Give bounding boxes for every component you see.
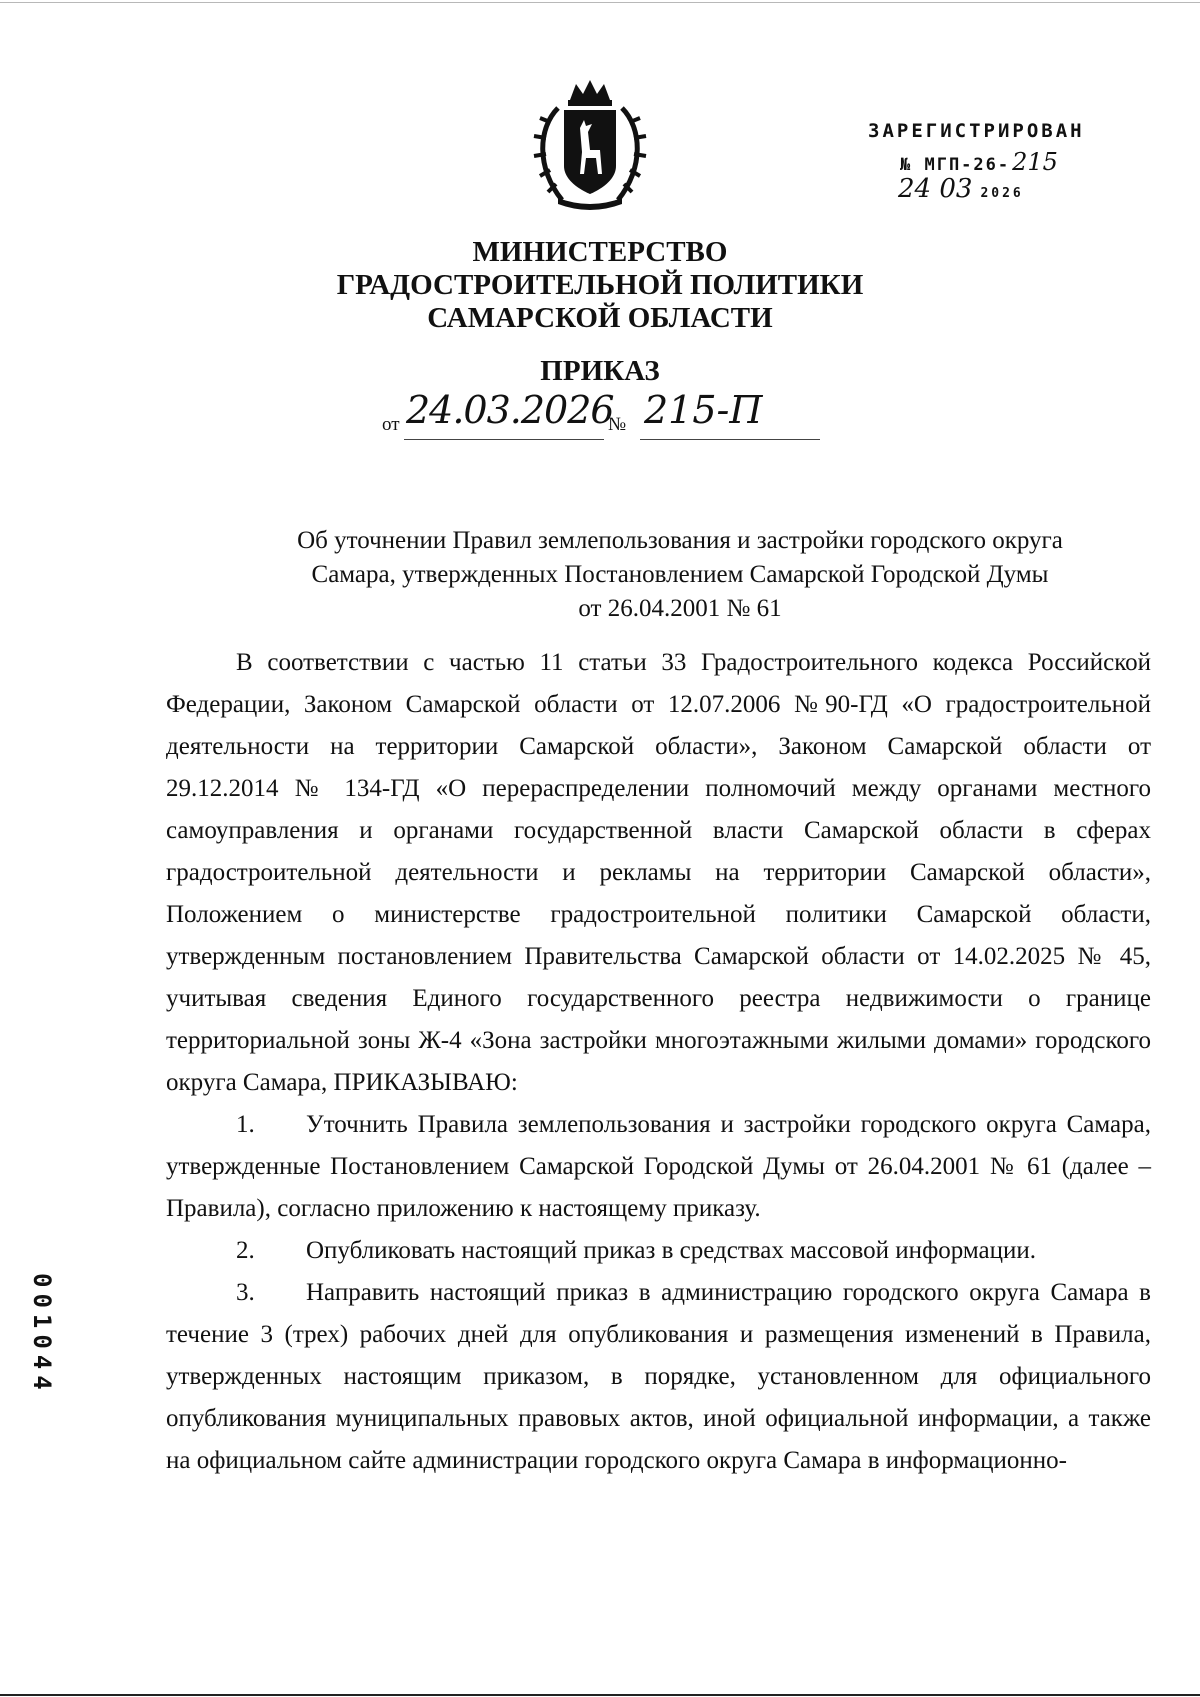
- order-title: ПРИКАЗ: [540, 355, 660, 387]
- bottom-scan-edge: [0, 1694, 1200, 1696]
- preamble-paragraph: В соответствии с частью 11 статьи 33 Градостроительного кодекса Российской Федерации, Законом Самарской области от 12.07.2006 №90-ГД «О градостроительной деятельности на территории Самарской области», Законом Самарской области от 29.12.2014 № 134-ГД «О перераспределении полномочий между органами местного самоуправления и органами государственной власти Самарской области в сферах градостроительной деятельности и рекламы на территории Самарской области», Положением о министерстве градостроительной политики Самарской области, утвержденным постановлением Правительства Самарской области от 14.02.2025 № 45, учитывая сведения Единого государственного реестра недвижимости о границе территориальной зоны Ж-4 «Зона застройки многоэтажными жилыми домами» городского округа Самара, ПРИКАЗЫВАЮ:: [166, 649, 1151, 1096]
- order-date: 24.03.2026: [406, 388, 614, 432]
- ministry-line3: САМАРСКОЙ ОБЛАСТИ: [427, 302, 773, 334]
- registration-stamp: [868, 120, 1108, 210]
- stamp-reg-number: 215: [1012, 148, 1058, 176]
- ministry-header: [300, 236, 900, 335]
- ministry-line2: ГРАДОСТРОИТЕЛЬНОЙ ПОЛИТИКИ: [336, 269, 864, 301]
- item-text: Опубликовать настоящий приказ в средствах массовой информации.: [306, 1237, 1037, 1264]
- stamp-line3: [898, 174, 1024, 204]
- item-number: 2.: [236, 1237, 255, 1264]
- item-text: Направить настоящий приказ в администрацию городского округа Самара в течение 3 (трех) рабочих дней для опубликования и размещения изменений в Правила, утвержденных настоящим приказом, в порядке, установленном для официального опубликования муниципальных правовых актов, иной официальной информации, а также на официальном сайте администрации городского округа Самара в информационно-: [166, 1279, 1151, 1474]
- item-text: Уточнить Правила землепользования и застройки городского округа Самара, утвержденные Постановлением Самарской Городской Думы от 26.04.2001 № 61 (далее – Правила), согласно приложению к настоящему приказу.: [166, 1111, 1151, 1222]
- stamp-line1: ЗАРЕГИСТРИРОВАН: [868, 120, 1085, 142]
- top-scan-edge: [0, 2, 1200, 3]
- date-underline: [404, 439, 604, 440]
- order-date-number-line: [382, 388, 822, 444]
- list-item: [166, 1230, 1151, 1272]
- stamp-reg-date: 24 03: [898, 174, 973, 204]
- order-ot-label: от: [382, 414, 400, 435]
- number-underline: [640, 439, 820, 440]
- stamp-reg-prefix: № МГП-26-: [900, 155, 1011, 175]
- stamp-line2: [900, 148, 1058, 176]
- subject-line2: Самара, утвержденных Постановлением Самарской Городской Думы: [311, 561, 1049, 588]
- order-number: 215-П: [644, 388, 763, 432]
- order-subject: [210, 524, 1150, 626]
- side-serial-number: 001044: [28, 1273, 56, 1396]
- subject-line3: от 26.04.2001 № 61: [578, 595, 782, 622]
- order-body: [166, 642, 1151, 1482]
- order-no-label: №: [608, 414, 627, 435]
- ministry-line1: МИНИСТЕРСТВО: [472, 236, 728, 268]
- samara-coat-of-arms-icon: [528, 78, 652, 212]
- item-number: 3.: [236, 1279, 255, 1306]
- stamp-reg-year: 2026: [980, 186, 1024, 201]
- list-item: [166, 1104, 1151, 1230]
- subject-line1: Об уточнении Правил землепользования и застройки городского округа: [297, 527, 1063, 554]
- item-number: 1.: [236, 1111, 255, 1138]
- list-item: [166, 1272, 1151, 1482]
